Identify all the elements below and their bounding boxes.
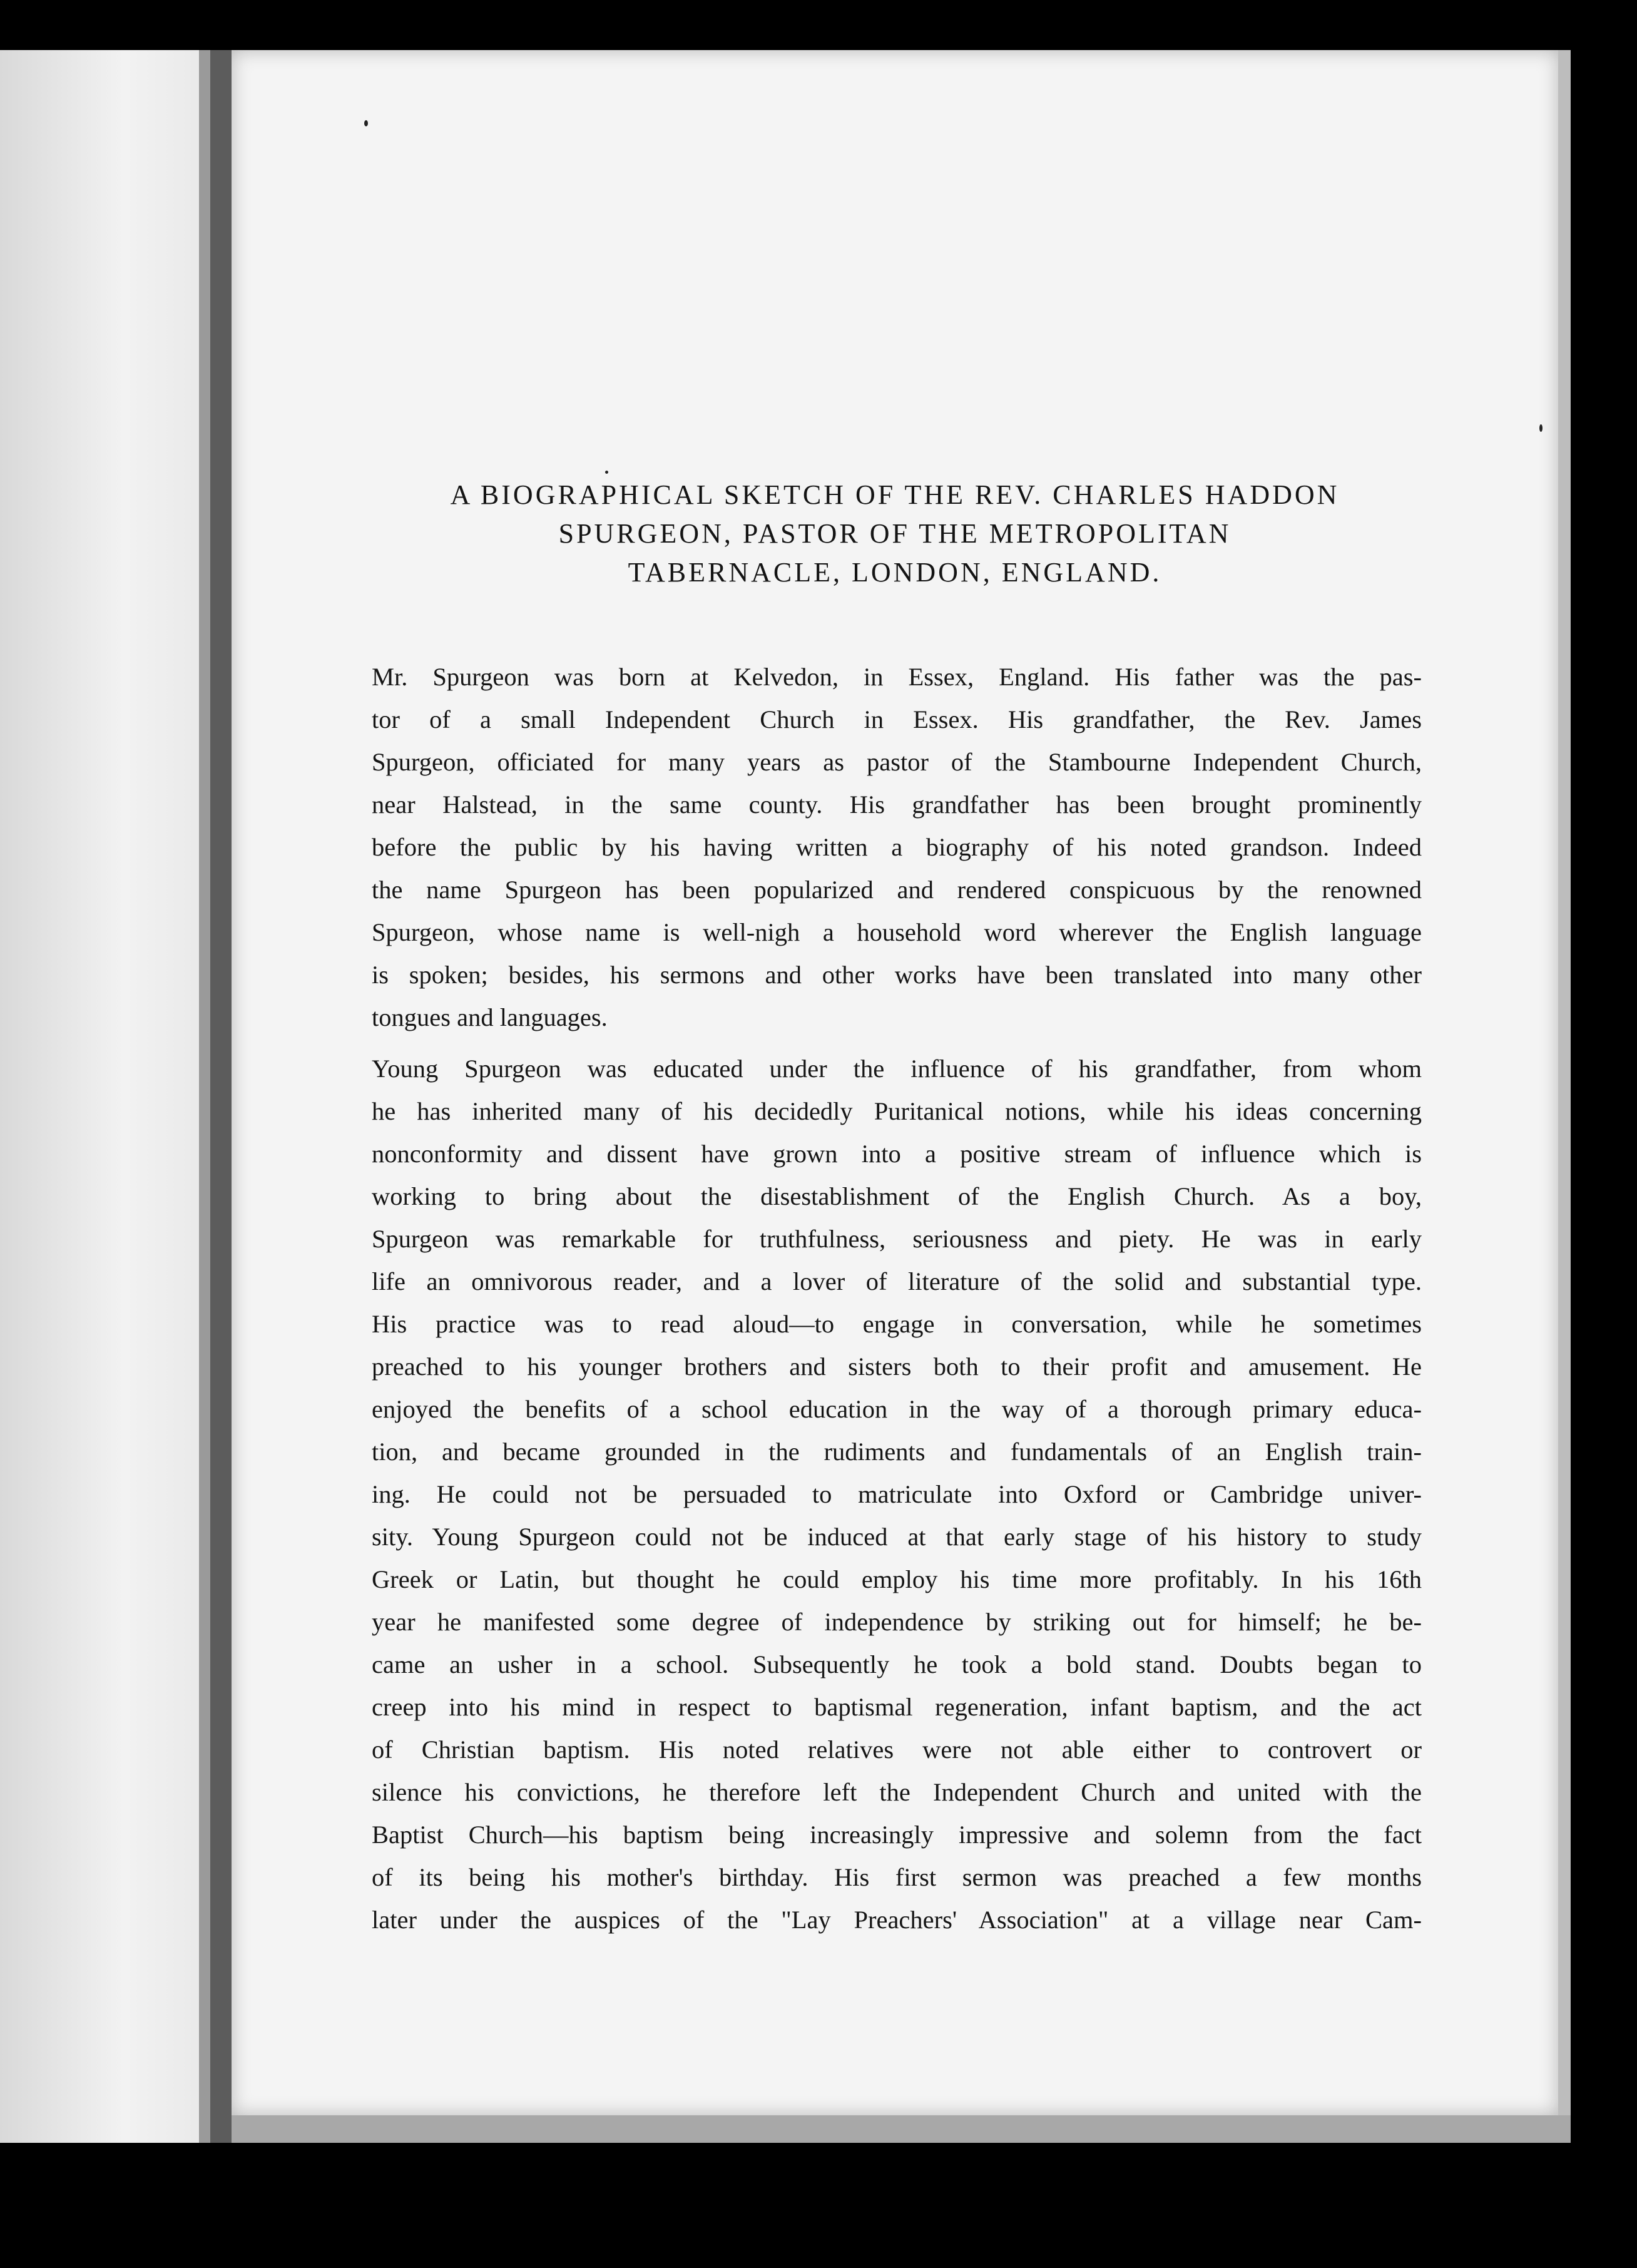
text-line: later under the auspices of the "Lay Preachers' Association" at a village near Cam- xyxy=(372,1906,1422,1934)
text-line: Spurgeon, officiated for many years as pastor of the Stambourne Independent Church, xyxy=(372,748,1422,776)
text-line: His practice was to read aloud—to engage in conversation, while he sometimes xyxy=(372,1310,1422,1338)
text-line: Spurgeon was remarkable for truthfulness, seriousness and piety. He was in early xyxy=(372,1225,1422,1253)
text-line: year he manifested some degree of independence by striking out for himself; he be- xyxy=(372,1608,1422,1636)
text-line: he has inherited many of his decidedly Puritanical notions, while his ideas concerning xyxy=(372,1097,1422,1125)
text-line: before the public by his having written a biography of his noted grandson. Indeed xyxy=(372,833,1422,861)
page-bottom-edge xyxy=(232,2115,1571,2143)
ink-speck xyxy=(364,120,368,126)
title-line: A BIOGRAPHICAL SKETCH OF THE REV. CHARLES HADDON xyxy=(450,479,1340,510)
left-blank-leaf xyxy=(0,50,207,2143)
ink-speck xyxy=(605,471,608,474)
paragraph-1 xyxy=(372,656,1422,1039)
text-line: of its being his mother's birthday. His first sermon was preached a few months xyxy=(372,1863,1422,1891)
page-right-edge xyxy=(1558,50,1571,2115)
text-line: Young Spurgeon was educated under the influence of his grandfather, from whom xyxy=(372,1055,1422,1083)
text-line: of Christian baptism. His noted relatives were not able either to controvert or xyxy=(372,1735,1422,1764)
title-line: SPURGEON, PASTOR OF THE METROPOLITAN xyxy=(558,518,1232,549)
text-line: came an usher in a school. Subsequently he took a bold stand. Doubts began to xyxy=(372,1650,1422,1678)
text-line: Greek or Latin, but thought he could employ his time more profitably. In his 16th xyxy=(372,1565,1422,1593)
text-line: silence his convictions, he therefore left the Independent Church and united with the xyxy=(372,1778,1422,1806)
text-line: sity. Young Spurgeon could not be induced at that early stage of his history to study xyxy=(372,1523,1422,1551)
document-title xyxy=(388,476,1402,592)
text-line: nonconformity and dissent have grown into a positive stream of influence which is xyxy=(372,1140,1422,1168)
text-line: creep into his mind in respect to baptismal regeneration, infant baptism, and the act xyxy=(372,1693,1422,1721)
text-line: tion, and became grounded in the rudiments and fundamentals of an English train- xyxy=(372,1438,1422,1466)
body-text xyxy=(372,656,1422,1950)
paragraph-2 xyxy=(372,1048,1422,1941)
title-line: TABERNACLE, LONDON, ENGLAND. xyxy=(628,557,1162,588)
book-gutter xyxy=(210,50,232,2143)
text-line: Spurgeon, whose name is well-nigh a household word wherever the English language xyxy=(372,918,1422,946)
text-line: the name Spurgeon has been popularized and rendered conspicuous by the renowned xyxy=(372,876,1422,904)
text-line: working to bring about the disestablishment of the English Church. As a boy, xyxy=(372,1182,1422,1210)
text-line: is spoken; besides, his sermons and other works have been translated into many other xyxy=(372,961,1422,989)
text-line: tor of a small Independent Church in Essex. His grandfather, the Rev. James xyxy=(372,705,1422,733)
left-leaf-edge xyxy=(199,50,210,2143)
text-line: near Halstead, in the same county. His grandfather has been brought prominently xyxy=(372,790,1422,819)
ink-speck xyxy=(1539,424,1543,432)
text-line: life an omnivorous reader, and a lover of literature of the solid and substantial type. xyxy=(372,1267,1422,1295)
text-line: enjoyed the benefits of a school education in the way of a thorough primary educa- xyxy=(372,1395,1422,1423)
text-line: preached to his younger brothers and sisters both to their profit and amusement. He xyxy=(372,1352,1422,1381)
text-line: Mr. Spurgeon was born at Kelvedon, in Essex, England. His father was the pas- xyxy=(372,663,1422,691)
text-line: Baptist Church—his baptism being increasingly impressive and solemn from the fact xyxy=(372,1821,1422,1849)
text-line: tongues and languages. xyxy=(372,1003,608,1031)
text-line: ing. He could not be persuaded to matriculate into Oxford or Cambridge univer- xyxy=(372,1480,1422,1508)
